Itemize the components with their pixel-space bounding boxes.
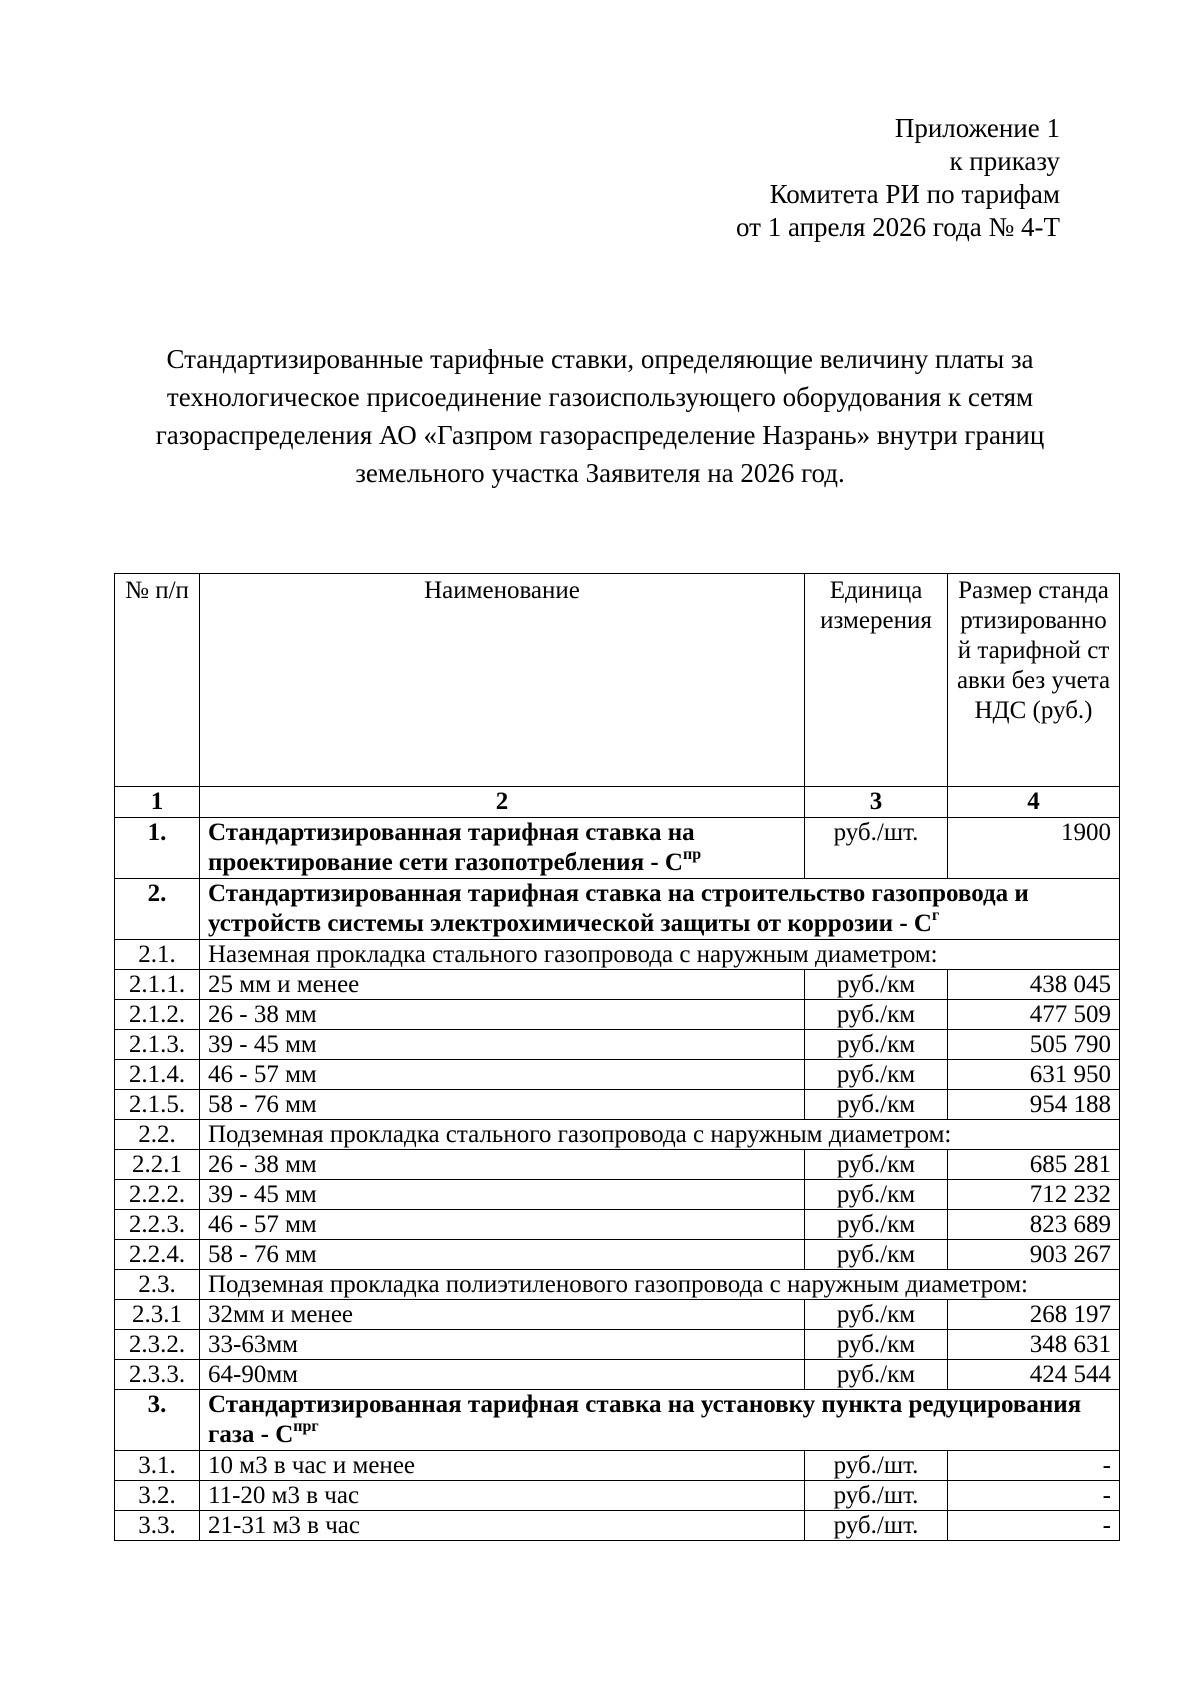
- row-name: 46 - 57 мм: [200, 1060, 805, 1090]
- title-line: земельного участка Заявителя на 2026 год.: [355, 458, 845, 488]
- row-num: 2.2.4.: [115, 1240, 200, 1270]
- row-unit: руб./км: [805, 1090, 948, 1120]
- colnum: 4: [948, 787, 1120, 818]
- row-num: 2.1.: [115, 940, 200, 970]
- row-unit: руб./шт.: [805, 1511, 948, 1541]
- row-num: 2.1.1.: [115, 970, 200, 1000]
- row-name: Наземная прокладка стального газопровода с наружным диаметром:: [200, 940, 1120, 970]
- header-name: Наименование: [200, 574, 805, 787]
- row-num: 1.: [115, 818, 200, 879]
- table-row: [115, 1030, 1120, 1060]
- row-name-text: Стандартизированная тарифная ставка на строительство газопровода и устройств системы электрохимической защиты от коррозии - С: [208, 880, 1029, 937]
- row-value: -: [948, 1451, 1120, 1481]
- row-name: [200, 818, 805, 879]
- row-name: [200, 879, 1120, 940]
- table-row: [115, 1240, 1120, 1270]
- row-value: 1900: [948, 818, 1120, 879]
- row-unit: руб./км: [805, 1360, 948, 1390]
- row-name: 26 - 38 мм: [200, 1000, 805, 1030]
- row-num: 2.1.3.: [115, 1030, 200, 1060]
- row-name: Подземная прокладка полиэтиленового газопровода с наружным диаметром:: [200, 1270, 1120, 1300]
- header-num: № п/п: [115, 574, 200, 787]
- colnum: 2: [200, 787, 805, 818]
- row-value: 685 281: [948, 1150, 1120, 1180]
- row-num: 2.3.1: [115, 1300, 200, 1330]
- row-num: 3.3.: [115, 1511, 200, 1541]
- row-value: 477 509: [948, 1000, 1120, 1030]
- colnum: 3: [805, 787, 948, 818]
- table-row: [115, 1150, 1120, 1180]
- row-num: 2.1.5.: [115, 1090, 200, 1120]
- header-value: Размер стандартизированной тарифной ставки без учета НДС (руб.): [948, 574, 1120, 787]
- table-row: [115, 1360, 1120, 1390]
- row-unit: руб./км: [805, 1330, 948, 1360]
- row-unit: руб./шт.: [805, 1481, 948, 1511]
- row-name: 26 - 38 мм: [200, 1150, 805, 1180]
- row-num: 2.3.: [115, 1270, 200, 1300]
- row-name: 33-63мм: [200, 1330, 805, 1360]
- row-value: 268 197: [948, 1300, 1120, 1330]
- row-num: 2.1.4.: [115, 1060, 200, 1090]
- table-row: [115, 1300, 1120, 1330]
- row-unit: руб./шт.: [805, 1451, 948, 1481]
- row-unit: руб./км: [805, 1240, 948, 1270]
- table-row: [115, 879, 1120, 940]
- row-value: -: [948, 1481, 1120, 1511]
- row-unit: руб./км: [805, 1000, 948, 1030]
- row-value: -: [948, 1511, 1120, 1541]
- row-unit: руб./км: [805, 970, 948, 1000]
- row-name: 32мм и менее: [200, 1300, 805, 1330]
- title-line: газораспределения АО «Газпром газораспределение Назрань» внутри границ: [155, 420, 1045, 450]
- row-num: 3.: [115, 1390, 200, 1451]
- colnum: 1: [115, 787, 200, 818]
- row-unit: руб./км: [805, 1180, 948, 1210]
- row-unit: руб./км: [805, 1060, 948, 1090]
- table-row: [115, 1511, 1120, 1541]
- title-line: технологическое присоединение газоиспользующего оборудования к сетям: [166, 382, 1034, 412]
- table-row: [115, 1451, 1120, 1481]
- row-name-text: Стандартизированная тарифная ставка на установку пункта редуцирования газа - С: [208, 1391, 1082, 1448]
- row-value: 505 790: [948, 1030, 1120, 1060]
- row-name: 21-31 м3 в час: [200, 1511, 805, 1541]
- row-name-sup: пр: [683, 845, 702, 863]
- row-num: 2.2.3.: [115, 1210, 200, 1240]
- title-line: Стандартизированные тарифные ставки, определяющие величину платы за: [166, 344, 1034, 374]
- table-row: [115, 1000, 1120, 1030]
- row-value: 348 631: [948, 1330, 1120, 1360]
- table-row: [115, 940, 1120, 970]
- row-value: 712 232: [948, 1180, 1120, 1210]
- row-num: 3.1.: [115, 1451, 200, 1481]
- table-row: [115, 1180, 1120, 1210]
- row-unit: руб./км: [805, 1300, 948, 1330]
- appendix-line: Приложение 1: [894, 113, 1060, 143]
- row-unit: руб./км: [805, 1210, 948, 1240]
- table-row: [115, 1210, 1120, 1240]
- table-row: [115, 818, 1120, 879]
- row-name-text: Стандартизированная тарифная ставка на проектирование сети газопотребления - С: [208, 819, 695, 876]
- row-num: 2.2.2.: [115, 1180, 200, 1210]
- row-name: 11-20 м3 в час: [200, 1481, 805, 1511]
- table-row: [115, 1270, 1120, 1300]
- table-row: [115, 1120, 1120, 1150]
- row-num: 2.3.2.: [115, 1330, 200, 1360]
- row-num: 3.2.: [115, 1481, 200, 1511]
- row-name: 46 - 57 мм: [200, 1210, 805, 1240]
- row-value: 438 045: [948, 970, 1120, 1000]
- row-value: 823 689: [948, 1210, 1120, 1240]
- row-name: 58 - 76 мм: [200, 1240, 805, 1270]
- row-name: 58 - 76 мм: [200, 1090, 805, 1120]
- row-name-sup: прг: [293, 1417, 319, 1435]
- row-num: 2.2.1: [115, 1150, 200, 1180]
- row-num: 2.2.: [115, 1120, 200, 1150]
- row-value: 424 544: [948, 1360, 1120, 1390]
- document-title: [140, 340, 1060, 492]
- row-unit: руб./км: [805, 1030, 948, 1060]
- table-header-row: [115, 574, 1120, 787]
- appendix-block: [736, 112, 1060, 244]
- row-name-sup: г: [931, 906, 940, 924]
- row-unit: руб./шт.: [805, 818, 948, 879]
- row-name: 25 мм и менее: [200, 970, 805, 1000]
- row-name: [200, 1390, 1120, 1451]
- row-value: 903 267: [948, 1240, 1120, 1270]
- row-name: 39 - 45 мм: [200, 1180, 805, 1210]
- row-unit: руб./км: [805, 1150, 948, 1180]
- row-num: 2.3.3.: [115, 1360, 200, 1390]
- table-row: [115, 1481, 1120, 1511]
- table-row: [115, 970, 1120, 1000]
- table-row: [115, 1330, 1120, 1360]
- table-row: [115, 1390, 1120, 1451]
- header-unit: Единица измерения: [805, 574, 948, 787]
- row-name: 10 м3 в час и менее: [200, 1451, 805, 1481]
- table-row: [115, 1090, 1120, 1120]
- row-num: 2.: [115, 879, 200, 940]
- column-numbers-row: [115, 787, 1120, 818]
- appendix-line: от 1 апреля 2026 года № 4-Т: [736, 212, 1060, 242]
- row-value: 631 950: [948, 1060, 1120, 1090]
- table-row: [115, 1060, 1120, 1090]
- row-name: Подземная прокладка стального газопровода с наружным диаметром:: [200, 1120, 1120, 1150]
- row-name: 64-90мм: [200, 1360, 805, 1390]
- appendix-line: к приказу: [949, 146, 1060, 176]
- appendix-line: Комитета РИ по тарифам: [769, 179, 1060, 209]
- row-num: 2.1.2.: [115, 1000, 200, 1030]
- tariff-table: [114, 573, 1120, 1541]
- row-value: 954 188: [948, 1090, 1120, 1120]
- row-name: 39 - 45 мм: [200, 1030, 805, 1060]
